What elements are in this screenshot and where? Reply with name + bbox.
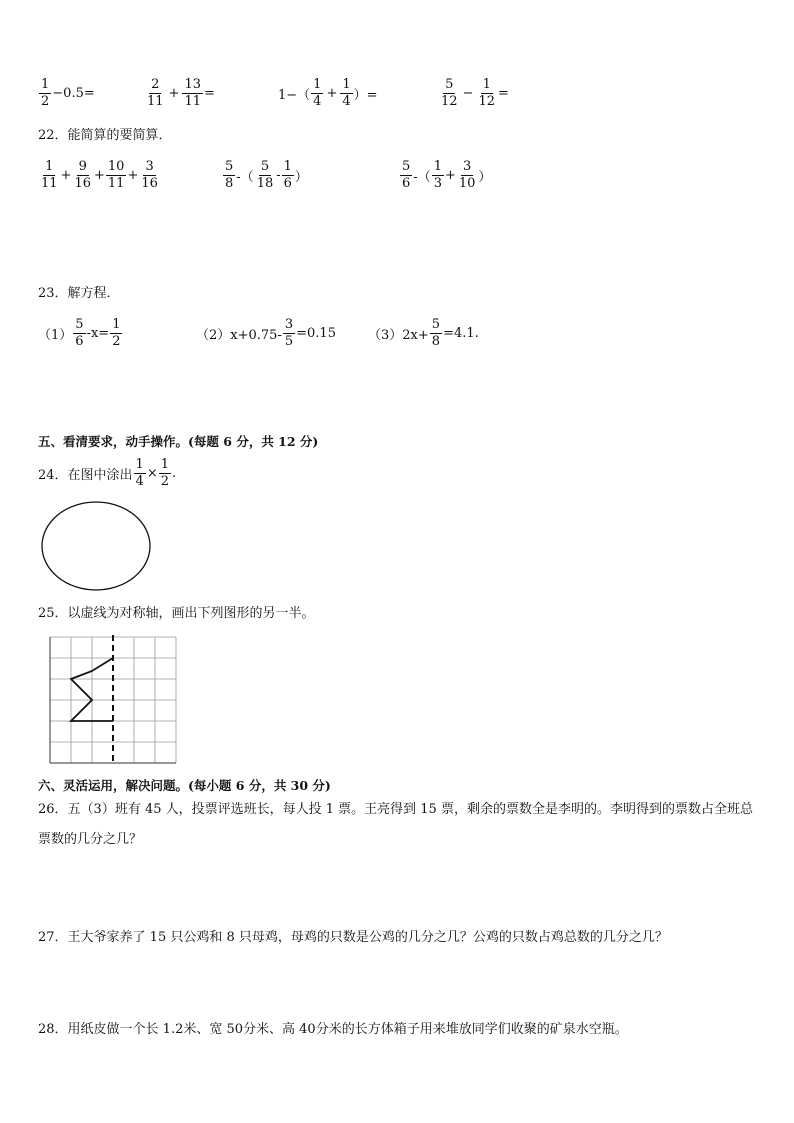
calc-row1-expr3: 1−（ $\frac{1}{4}$ + $\frac{1}{4}$ ）= [278, 77, 378, 109]
fraction: $\frac{1}{4}$ [135, 457, 144, 489]
fraction: $\frac{3}{16}$ [141, 159, 158, 191]
fraction: $\frac{5}{6}$ [75, 317, 84, 349]
fraction: $\frac{1}{2}$ [160, 457, 170, 489]
fraction: $\frac{5}{18}$ [256, 159, 274, 191]
q23-equation1: （1） $\frac{5}{6}$ -x= $\frac{1}{2}$ [38, 317, 121, 349]
q23-equation3: （3）2x+ $\frac{5}{8}$ =4.1. [368, 317, 479, 349]
fraction: $\frac{1}{6}$ [283, 159, 292, 191]
fraction: $\frac{3}{5}$ [284, 317, 294, 349]
fraction: $\frac{1}{2}$ [112, 317, 121, 349]
question-24: 24．在图中涂出 $\frac{1}{4}$ × $\frac{1}{2}$ . [38, 457, 177, 489]
fraction: $\frac{1}{4}$ [313, 77, 322, 109]
question-22-title: 22．能简算的要简算． [38, 128, 172, 143]
symmetry-grid-figure[interactable] [48, 635, 180, 765]
section-5-heading: 五、看清要求，动手操作。(每题 6 分，共 12 分) [38, 434, 319, 449]
fraction: $\frac{1}{2}$ [41, 77, 50, 109]
question-28: 28．用纸皮做一个长 1.2米、宽 50分米、高 40分米的长方体箱子用来堆放同学们收聚的矿泉水空瓶。 [38, 1022, 628, 1037]
fraction: $\frac{1}{12}$ [478, 77, 495, 109]
fraction: $\frac{1}{4}$ [342, 77, 351, 109]
fraction: $\frac{13}{11}$ [184, 77, 201, 109]
q22-expr2: $\frac{5}{8}$ -（ $\frac{5}{18}$ - $\frac{1}{6}$ ） [225, 159, 308, 191]
fraction: $\frac{2}{11}$ [147, 77, 164, 109]
fraction: $\frac{1}{11}$ [41, 159, 58, 191]
fraction: $\frac{5}{8}$ [431, 317, 441, 349]
q22-expr1: $\frac{1}{11}$ + $\frac{9}{16}$ + $\frac{10}{11}$ + $\frac{3}{16}$ [41, 159, 158, 191]
fraction: $\frac{5}{8}$ [225, 159, 234, 191]
question-26: 26．五（3）班有 45 人，投票评选班长，每人投 1 票。王亮得到 15 票，剩余的票数全是李明的。李明得到的票数占全班总票数的几分之几？ [38, 802, 753, 847]
question-27: 27．王大爷家养了 15 只公鸡和 8 只母鸡，母鸡的只数是公鸡的几分之几？公鸡的只数占鸡总数的几分之几？ [38, 930, 668, 945]
fraction: $\frac{5}{6}$ [402, 159, 411, 191]
fraction: $\frac{1}{3}$ [433, 159, 442, 191]
fraction: $\frac{10}{11}$ [107, 159, 125, 191]
calc-row1-expr1: $\frac{1}{2}$ −0.5= [41, 77, 95, 109]
fraction: $\frac{5}{12}$ [441, 77, 458, 109]
fraction: $\frac{3}{10}$ [458, 159, 476, 191]
question-23-title: 23．解方程． [38, 286, 120, 301]
circle-figure[interactable] [38, 500, 154, 594]
question-25-title: 25．以虚线为对称轴，画出下列图形的另一半。 [38, 606, 315, 621]
section-6-heading: 六、灵活运用，解决问题。(每小题 6 分，共 30 分) [38, 778, 331, 793]
fraction: $\frac{9}{16}$ [74, 159, 91, 191]
q22-expr3: $\frac{5}{6}$ -（ $\frac{1}{3}$ + $\frac{3}{10}$ ） [402, 159, 492, 191]
calc-row1-expr2: $\frac{2}{11}$ + $\frac{13}{11}$ = [147, 77, 215, 109]
calc-row1-expr4: $\frac{5}{12}$ − $\frac{1}{12}$ = [441, 77, 509, 109]
q23-equation2: （2）x+0.75- $\frac{3}{5}$ =0.15 [196, 317, 336, 349]
